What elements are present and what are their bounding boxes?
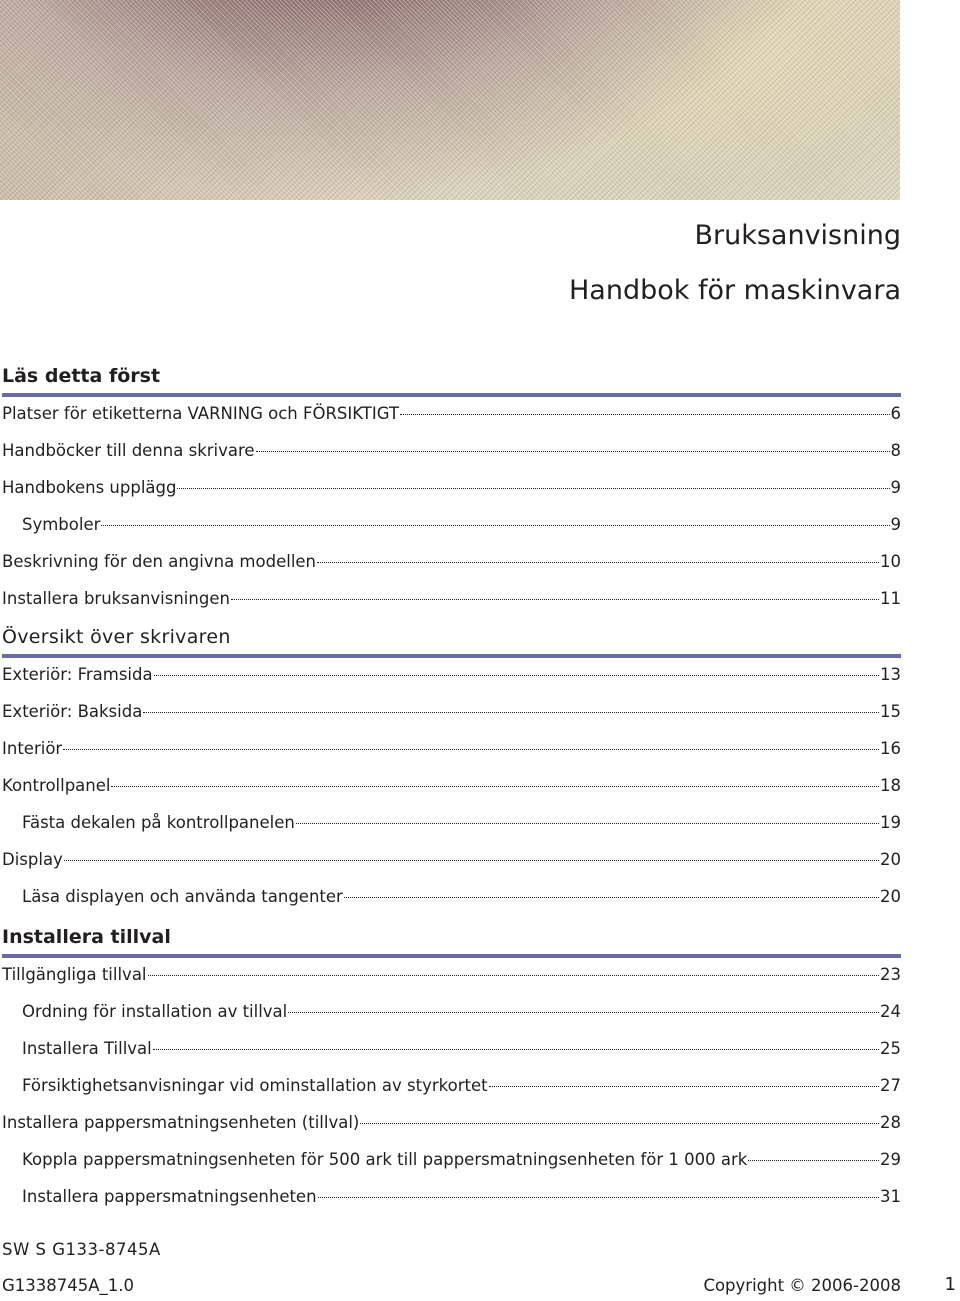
toc-section-2 xyxy=(2,625,901,917)
toc-entry-title: Ordning för installation av tillval xyxy=(22,1002,288,1021)
toc-entry[interactable] xyxy=(2,508,901,545)
toc-entry-page: 28 xyxy=(880,1113,901,1132)
toc-entry-title: Installera pappersmatningsenheten xyxy=(22,1187,317,1206)
toc-entry-title: Display xyxy=(2,850,63,869)
toc-entry-title: Exteriör: Baksida xyxy=(2,702,143,721)
toc-entry-page: 9 xyxy=(890,478,901,497)
dot-leader xyxy=(148,975,879,976)
toc-entry-title: Interiör xyxy=(2,739,63,758)
toc-entry-page: 31 xyxy=(880,1187,901,1206)
toc-entry[interactable] xyxy=(2,843,901,880)
copyright-notice: Copyright © 2006-2008 xyxy=(703,1276,901,1295)
cover-banner-image xyxy=(0,0,900,200)
toc-entry-title: Fästa dekalen på kontrollpanelen xyxy=(22,813,295,832)
toc-entry-title: Koppla pappersmatningsenheten för 500 ark till pappersmatningsenheten för 1 000 ark xyxy=(22,1150,748,1169)
toc-entry[interactable] xyxy=(2,545,901,582)
toc-entry-page: 20 xyxy=(880,850,901,869)
dot-leader xyxy=(63,749,879,750)
toc-entry[interactable] xyxy=(2,434,901,471)
toc-entry[interactable] xyxy=(2,958,901,995)
toc-entry-page: 18 xyxy=(880,776,901,795)
page-number: 1 xyxy=(944,1274,956,1295)
dot-leader xyxy=(154,675,879,676)
toc-entry-page: 9 xyxy=(890,515,901,534)
toc-entry[interactable] xyxy=(2,1069,901,1106)
toc-entry-title: Symboler xyxy=(22,515,101,534)
toc-entry-title: Installera bruksanvisningen xyxy=(2,589,230,608)
dot-leader xyxy=(177,488,889,489)
toc-entry[interactable] xyxy=(2,1180,901,1217)
toc-entry[interactable] xyxy=(2,880,901,917)
toc-entry-page: 29 xyxy=(880,1150,901,1169)
toc-entry-page: 23 xyxy=(880,965,901,984)
section-heading: Installera tillval xyxy=(2,925,901,958)
dot-leader xyxy=(344,897,879,898)
toc-entry-title: Installera Tillval xyxy=(22,1039,152,1058)
toc-entry-title: Försiktighetsanvisningar vid ominstallation av styrkortet xyxy=(22,1076,488,1095)
dot-leader xyxy=(111,786,879,787)
dot-leader xyxy=(288,1012,879,1013)
toc-entry[interactable] xyxy=(2,471,901,508)
document-subtitle: Handbok för maskinvara xyxy=(568,275,901,306)
toc-section-3 xyxy=(2,925,901,1217)
section-heading: Läs detta först xyxy=(2,364,901,397)
dot-leader xyxy=(489,1086,879,1087)
dot-leader xyxy=(231,599,879,600)
toc-entry-title: Läsa displayen och använda tangenter xyxy=(22,887,343,906)
document-title: Bruksanvisning xyxy=(694,220,901,251)
toc-entry[interactable] xyxy=(2,397,901,434)
toc-entry-title: Exteriör: Framsida xyxy=(2,665,153,684)
toc-entry-title: Platser för etiketterna VARNING och FÖRSIKTIGT xyxy=(2,404,400,423)
dot-leader xyxy=(360,1123,879,1124)
document-id: G1338745A_1.0 xyxy=(2,1276,135,1295)
toc-entry[interactable] xyxy=(2,1106,901,1143)
toc-entry[interactable] xyxy=(2,769,901,806)
toc-entry-page: 10 xyxy=(880,552,901,571)
toc-entry-page: 13 xyxy=(880,665,901,684)
toc-list xyxy=(2,397,901,619)
toc-entry-title: Handbokens upplägg xyxy=(2,478,177,497)
toc-section-1 xyxy=(2,364,901,619)
toc-entry-title: Kontrollpanel xyxy=(2,776,111,795)
toc-entry-page: 16 xyxy=(880,739,901,758)
toc-entry-title: Handböcker till denna skrivare xyxy=(2,441,255,460)
toc-entry[interactable] xyxy=(2,1143,901,1180)
toc-list xyxy=(2,658,901,917)
dot-leader xyxy=(153,1049,879,1050)
toc-entry-title: Installera pappersmatningsenheten (tillval) xyxy=(2,1113,360,1132)
toc-entry-page: 11 xyxy=(880,589,901,608)
toc-entry[interactable] xyxy=(2,658,901,695)
dot-leader xyxy=(318,1197,879,1198)
dot-leader xyxy=(143,712,879,713)
toc-entry[interactable] xyxy=(2,695,901,732)
toc-entry-page: 8 xyxy=(890,441,901,460)
toc-entry-title: Beskrivning för den angivna modellen xyxy=(2,552,317,571)
toc-entry-page: 27 xyxy=(880,1076,901,1095)
toc-entry[interactable] xyxy=(2,582,901,619)
section-heading: Översikt över skrivaren xyxy=(2,625,901,658)
toc-entry-page: 20 xyxy=(880,887,901,906)
dot-leader xyxy=(296,823,879,824)
document-code: SW S G133-8745A xyxy=(2,1240,161,1259)
toc-entry[interactable] xyxy=(2,1032,901,1069)
toc-list xyxy=(2,958,901,1217)
dot-leader xyxy=(400,414,889,415)
dot-leader xyxy=(101,525,889,526)
toc-entry-page: 6 xyxy=(890,404,901,423)
dot-leader xyxy=(317,562,879,563)
dot-leader xyxy=(256,451,890,452)
toc-entry-page: 24 xyxy=(880,1002,901,1021)
dot-leader xyxy=(64,860,879,861)
toc-entry-page: 19 xyxy=(880,813,901,832)
toc-entry[interactable] xyxy=(2,995,901,1032)
toc-entry-page: 15 xyxy=(880,702,901,721)
dot-leader xyxy=(748,1160,879,1161)
toc-entry[interactable] xyxy=(2,806,901,843)
toc-entry-page: 25 xyxy=(880,1039,901,1058)
toc-entry-title: Tillgängliga tillval xyxy=(2,965,147,984)
toc-entry[interactable] xyxy=(2,732,901,769)
